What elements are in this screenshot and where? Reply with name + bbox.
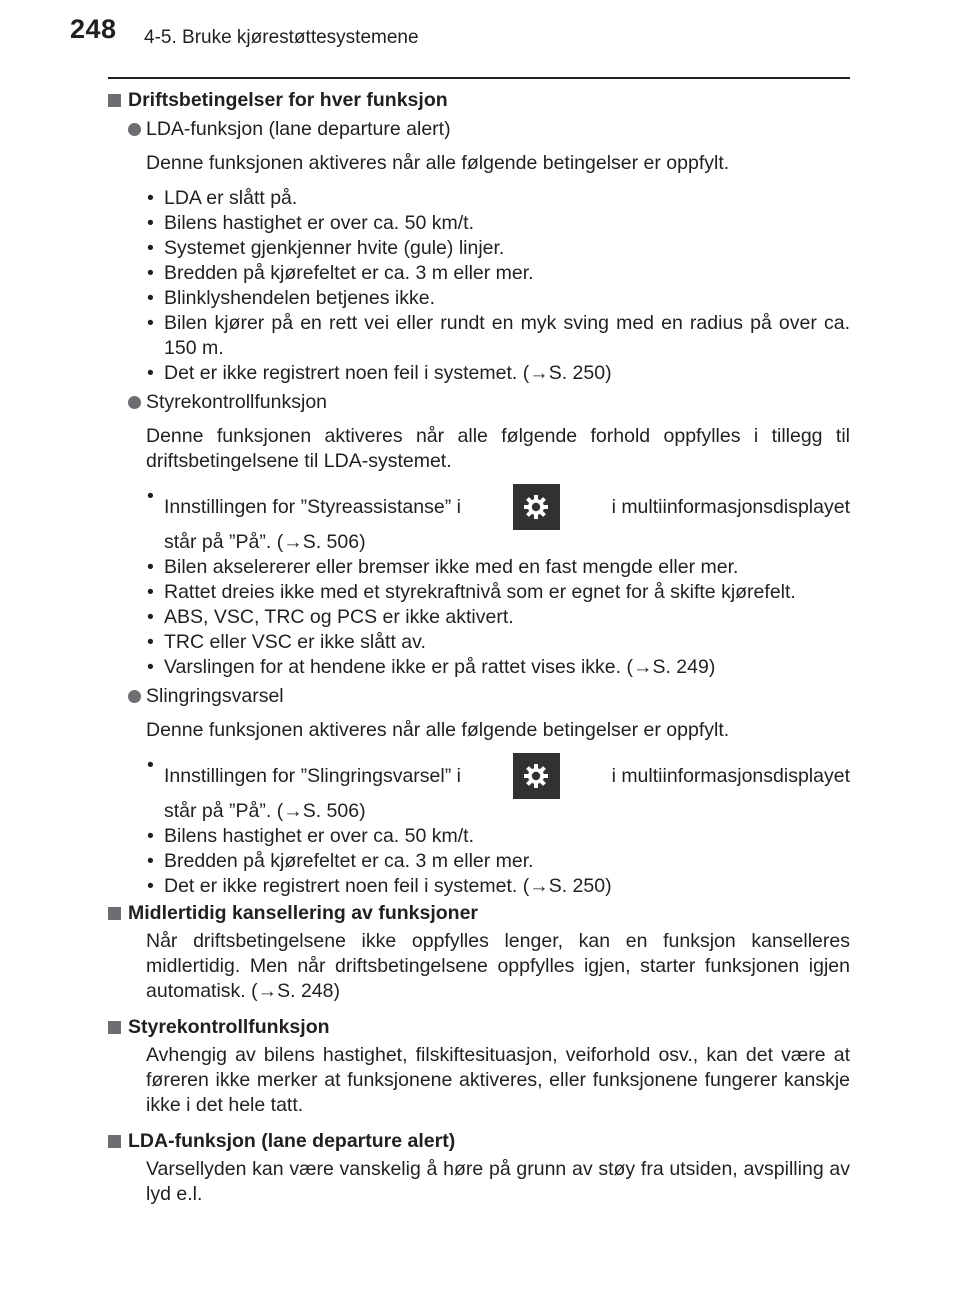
setting-text-before: • Innstillingen for ”Slingringsvarsel” i: [164, 764, 461, 787]
subsection-title-lda: LDA-funksjon (lane departure alert): [108, 117, 850, 142]
square-bullet-icon: [108, 1135, 121, 1148]
section-title-midlertidig: Midlertidig kansellering av funksjoner: [108, 901, 850, 926]
setting-text-before: • Innstillingen for ”Styreassistanse” i: [164, 495, 461, 518]
list-item: • ABS, VSC, TRC og PCS er ikke aktivert.: [146, 605, 850, 630]
section-title-driftsbetingelser: Driftsbetingelser for hver funksjon: [108, 88, 850, 113]
list-item: • Rattet dreies ikke med et styrekraftnivå som er egnet for å skifte kjørefelt.: [146, 580, 850, 605]
lda-intro: Denne funksjonen aktiveres når alle følgende betingelser er oppfylt.: [146, 152, 730, 174]
sway-intro: Denne funksjonen aktiveres når alle følgende betingelser er oppfylt.: [146, 719, 730, 741]
section-text-lda: Varsellyden kan være vanskelig å høre på grunn av støy fra utsiden, avspilling av lyd e.l.: [146, 1158, 850, 1205]
list-item: • Bilens hastighet er over ca. 50 km/t.: [146, 824, 850, 849]
list-item: • LDA er slått på.: [146, 186, 850, 211]
section-title-lda: LDA-funksjon (lane departure alert): [108, 1129, 850, 1154]
header-rule: [108, 77, 850, 79]
section-text-midlertidig: Når driftsbetingelsene ikke oppfylles lenger, kan en funksjon kanselleres midlertidig. Men når driftsbetingelsene oppfylles igjen, starter funksjonen igjen automatisk. (→S. 248): [146, 930, 850, 1002]
section-title-styrekontroll: Styrekontrollfunksjon: [108, 1015, 850, 1040]
list-item-setting: [146, 484, 850, 555]
steer-conditions-list: [108, 484, 850, 680]
list-item: • Blinklyshendelen betjenes ikke.: [146, 286, 850, 311]
square-bullet-icon: [108, 907, 121, 920]
setting-text-cont: står på ”På”. (→S. 506): [164, 800, 366, 822]
setting-line: [164, 484, 850, 530]
circle-bullet-icon: [128, 123, 141, 136]
setting-text-after: i multiinformasjonsdisplayet: [611, 495, 850, 518]
subsection-title-styrekontroll: Styrekontrollfunksjon: [108, 390, 850, 415]
page-content: [108, 88, 850, 1207]
section-text-styrekontroll: Avhengig av bilens hastighet, filskiftesituasjon, veiforhold osv., kan det være at føreren ikke merker at funksjonene aktiveres, eller funksjonene fungerer kanskje ikke i det hele tatt.: [146, 1044, 850, 1116]
list-item: • TRC eller VSC er ikke slått av.: [146, 630, 850, 655]
sway-conditions-list: [108, 753, 850, 899]
circle-bullet-icon: [128, 396, 141, 409]
gear-icon: [522, 762, 550, 790]
page-number: 248: [70, 14, 117, 44]
circle-bullet-icon: [128, 690, 141, 703]
list-item: • Bilens hastighet er over ca. 50 km/t.: [146, 211, 850, 236]
settings-gear-box: [513, 484, 560, 530]
list-item: • Det er ikke registrert noen feil i systemet. (→S. 250): [146, 361, 850, 386]
list-item: • Bilen kjører på en rett vei eller rundt en myk sving med en radius på over ca. 150 m.: [146, 311, 850, 361]
list-item: • Det er ikke registrert noen feil i systemet. (→S. 250): [146, 874, 850, 899]
list-item-setting: [146, 753, 850, 824]
list-item: • Systemet gjenkjenner hvite (gule) linjer.: [146, 236, 850, 261]
settings-gear-box: [513, 753, 560, 799]
setting-text-after: i multiinformasjonsdisplayet: [611, 764, 850, 787]
setting-line: [164, 753, 850, 799]
square-bullet-icon: [108, 1021, 121, 1034]
list-item: • Bredden på kjørefeltet er ca. 3 m eller mer.: [146, 261, 850, 286]
square-bullet-icon: [108, 94, 121, 107]
list-item: • Varslingen for at hendene ikke er på rattet vises ikke. (→S. 249): [146, 655, 850, 680]
steer-intro: Denne funksjonen aktiveres når alle følgende forhold oppfylles i tillegg til driftsbetingelsene til LDA-systemet.: [146, 425, 850, 472]
chapter-title: 4-5. Bruke kjørestøttesystemene: [144, 27, 419, 48]
lda-conditions-list: [108, 186, 850, 386]
subsection-title-slingringsvarsel: Slingringsvarsel: [108, 684, 850, 709]
list-item: • Bilen akselererer eller bremser ikke med en fast mengde eller mer.: [146, 555, 850, 580]
gear-icon: [522, 493, 550, 521]
setting-text-cont: står på ”På”. (→S. 506): [164, 531, 366, 553]
list-item: • Bredden på kjørefeltet er ca. 3 m eller mer.: [146, 849, 850, 874]
